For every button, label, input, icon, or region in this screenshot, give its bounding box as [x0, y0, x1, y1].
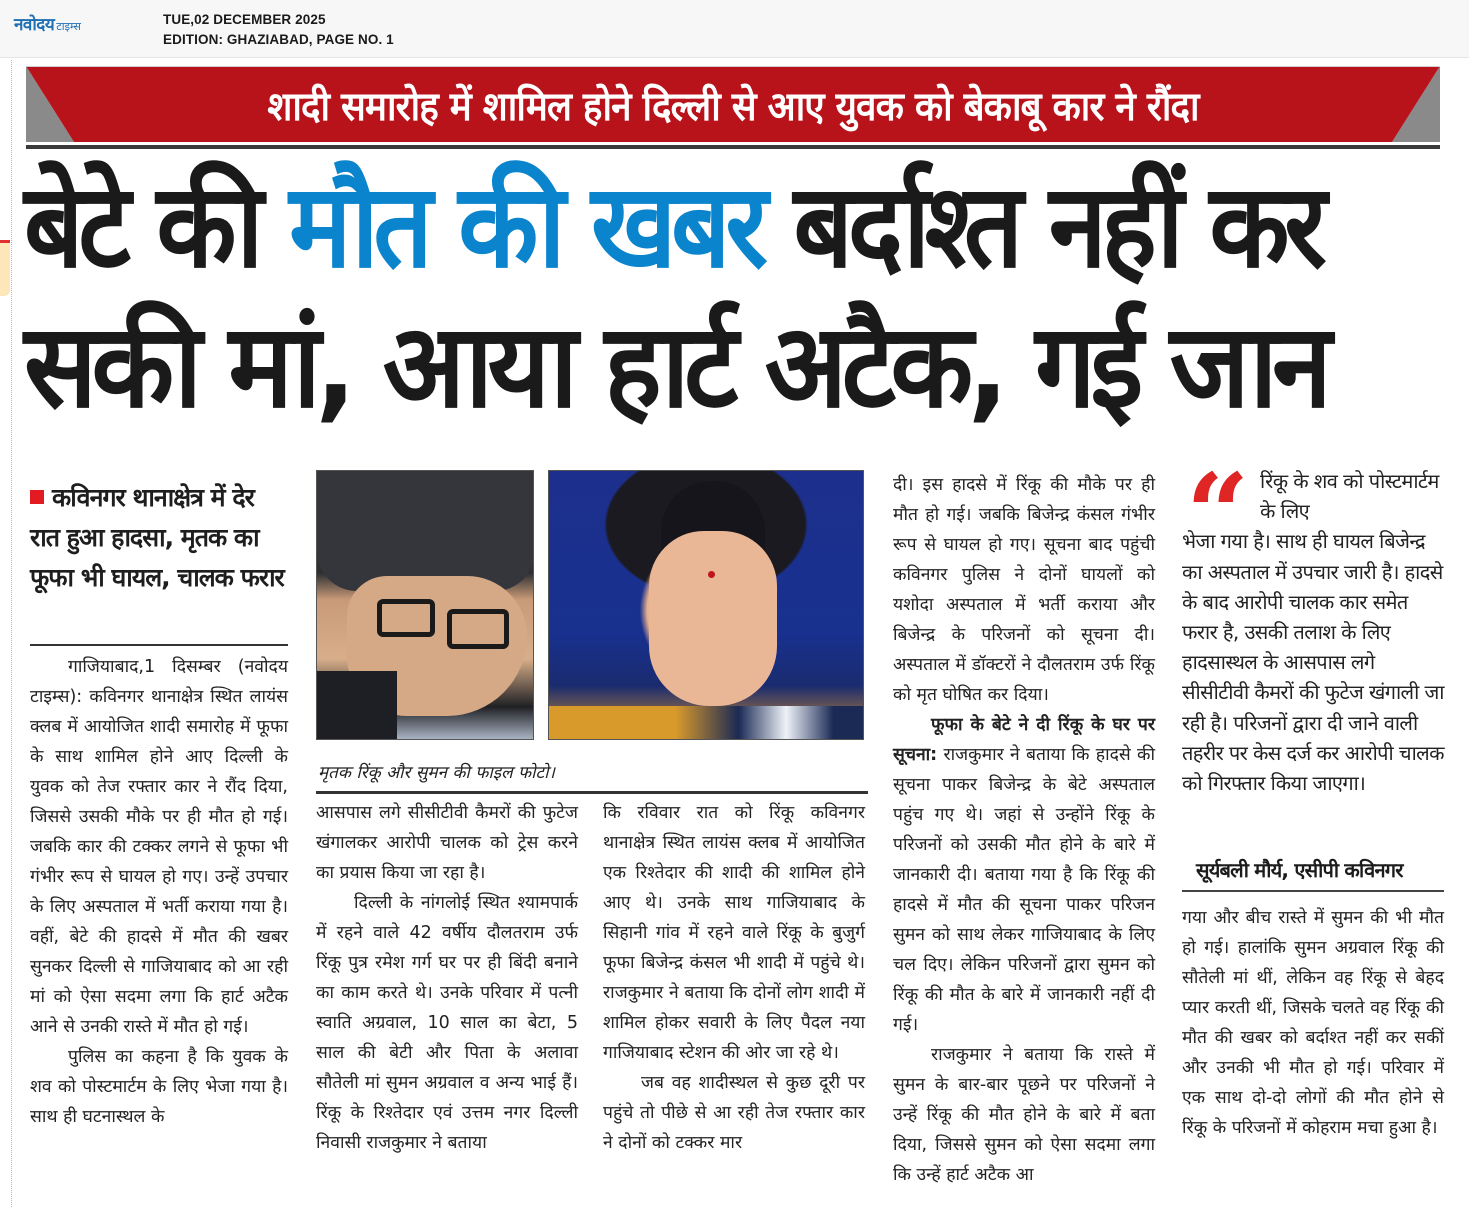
paragraph-with-subhead — [893, 710, 1155, 1040]
headline-line-1 — [24, 152, 1322, 294]
deck-rule — [30, 644, 288, 646]
photo-glasses-right — [447, 609, 509, 649]
article-column-5 — [1182, 903, 1444, 1143]
photo-rinku[interactable] — [316, 470, 534, 740]
top-bar — [0, 0, 1469, 58]
article-column-4 — [893, 470, 1155, 1190]
paragraph: दिल्ली के नांगलोई स्थित श्यामपार्क में रहने वाले 42 वर्षीय दौलतराम उर्फ रिंकू पुत्र रमेश गर्ग घर पर ही बिंदी बनाने का काम करते थे। उनके परिवार में पत्नी स्वाति अग्रवाल, 10 साल का बेटा, 5 साल की बेटी और पिता के अलावा सौतेली मां सुमन अग्रवाल व अन्य भाई हैं। रिंकू के रिश्तेदार एवं उत्तम नगर दिल्ली निवासी राजकुमार ने बताया — [316, 893, 578, 1153]
paragraph: जब वह शादीस्थल से कुछ दूरी पर पहुंचे तो पीछे से आ रही तेज रफ्तार कार ने दोनों को टक्कर मार — [603, 1073, 865, 1153]
caption-rule — [316, 791, 868, 794]
main-headline — [24, 152, 1444, 442]
newspaper-logo[interactable] — [14, 12, 81, 35]
headline-part-a: बेटे की — [24, 159, 290, 294]
article-column-2 — [316, 798, 578, 1158]
paragraph: गया और बीच रास्ते में सुमन की भी मौत हो गई। हालांकि सुमन अग्रवाल रिंकू की सौतेली मां थीं, लेकिन वह रिंकू से बेहद प्यार करती थीं, जिसके चलते वह रिंकू की मौत की खबर को बर्दाश्त नहीं कर सकीं और उनकी भी मौत हो गई। परिवार में एक साथ दो-दो लोगों की मौत होने से रिंकू के परिजनों में कोहराम मचा हुआ है। — [1182, 908, 1444, 1138]
pull-quote-first-lines: रिंकू के शव को पोस्टमार्टम के लिए — [1260, 469, 1439, 524]
kicker-text: शादी समारोह में शामिल होने दिल्ली से आए युवक को बेकाबू कार ने रौंदा — [267, 83, 1199, 130]
logo-sub-text: टाइम्स — [56, 20, 81, 33]
photo-hat-shape — [317, 471, 534, 591]
red-square-bullet-icon — [30, 490, 44, 504]
logo-main-text: नवोदय — [14, 15, 55, 35]
photo-saree-shape — [549, 706, 864, 740]
headline-highlight: मौत की खबर — [289, 159, 763, 294]
adjacent-page-tab[interactable] — [0, 240, 10, 296]
headline-part-c: बर्दाश्त नहीं कर — [762, 159, 1322, 294]
pull-quote — [1182, 449, 1444, 798]
paragraph: राजकुमार ने बताया कि रास्ते में सुमन के बार-बार पूछने पर परिजनों ने उन्हें रिंकू की मौत होने के बारे में बता दिया, जिससे सुमन को ऐसा सदमा लगा कि उन्हें हार्ट अटैक आ — [893, 1045, 1155, 1185]
edition-meta — [163, 10, 394, 50]
pull-quote-attribution: सूर्यबली मौर्य, एसीपी कविनगर — [1196, 858, 1403, 882]
paragraph-text: राजकुमार ने बताया कि हादसे की सूचना पाकर बिजेन्द्र के बेटे अस्पताल पहुंच गए थे। जहां से उन्होंने रिंकू के परिजनों को उसकी मौत होने के बारे में जानकारी दी। बताया गया है कि रिंकू की हादसे में मौत की सूचना पाकर परिजन सुमन को साथ लेकर गाजियाबाद के लिए चल दिए। लेकिन परिजनों द्वारा सुमन को रिंकू की मौत के बारे में जानकारी नहीं दी गई। — [893, 745, 1155, 1035]
paragraph: आसपास लगे सीसीटीवी कैमरों की फुटेज खंगालकर आरोपी चालक को ट्रेस करने का प्रयास किया जा रहा है। — [316, 803, 578, 883]
photo-jacket-shape — [317, 671, 397, 740]
paragraph: गाजियाबाद,1 दिसम्बर (नवोदय टाइम्स): कविनगर थानाक्षेत्र स्थित लायंस क्लब में आयोजित शादी समारोह में फूफा के साथ शामिल होने आए दिल्ली के युवक को तेज रफ्तार कार ने रौंद दिया, जिससे उसकी मौके पर ही मौत हो गई। जबकि कार की टक्कर लगने से फूफा भी गंभीर रूप से घायल हो गए। उन्हें उपचार के लिए अस्पताल में भर्ती कराया गया है। वहीं, बेटे की हादसे में मौत की खबर सुनकर दिल्ली से गाजियाबाद को आ रही मां को ऐसा सदमा लगा कि हार्ट अटैक आने से उनकी रास्ते में मौत हो गई। — [30, 657, 288, 1037]
pull-quote-rule — [1182, 890, 1444, 892]
paragraph: पुलिस का कहना है कि युवक के शव को पोस्टमार्टम के लिए भेजा गया है। साथ ही घटनास्थल के — [30, 1047, 288, 1127]
photo-glasses-left — [377, 599, 435, 637]
quote-open-icon: “ — [1186, 449, 1240, 578]
photo-bindi — [708, 571, 715, 578]
paragraph: दी। इस हादसे में रिंकू की मौके पर ही मौत हो गई। जबकि बिजेन्द्र कंसल गंभीर रूप से घायल हो गए। सूचना बाद पहुंची कविनगर पुलिस ने दोनों घायलों को यशोदा अस्पताल में भर्ती कराया और बिजेन्द्र के परिजनों को सूचना दी। अस्पताल में डॉक्टरों ने दौलतराम उर्फ रिंकू को मृत घोषित कर दिया। — [893, 475, 1155, 705]
sub-deck — [30, 478, 288, 598]
page-edge-divider — [11, 60, 12, 1207]
photo-caption: मृतक रिंकू और सुमन की फाइल फोटो। — [318, 763, 555, 783]
paragraph: कि रविवार रात को रिंकू कविनगर थानाक्षेत्र स्थित लायंस क्लब में आयोजित एक रिश्तेदार की शादी की शामिल होने आए थे। उनके साथ गाजियाबाद के सिहानी गांव में रहने वाले रिंकू के बुजुर्ग फूफा बिजेन्द्र कंसल भी शादी में पहुंचे थे। राजकुमार ने बताया कि दोनों लोग शादी में शामिल होकर सवारी के लिए पैदल नया गाजियाबाद स्टेशन की ओर जा रहे थे। — [603, 803, 865, 1063]
pull-quote-body: भेजा गया है। साथ ही घायल बिजेन्द्र का अस्पताल में उपचार जारी है। हादसे के बाद आरोपी चालक कार समेत फरार है, उसकी तलाश के लिए हादसास्थल के आसपास लगे सीसीटीवी कैमरों की फुटेज खंगाली जा रही है। परिजनों द्वारा दी जाने वाली तहरीर पर केस दर्ज कर आरोपी चालक को गिरफ्तार किया जाएगा। — [1182, 529, 1444, 796]
edition-info: EDITION: GHAZIABAD, PAGE NO. 1 — [163, 32, 394, 47]
article-column-1 — [30, 652, 288, 1132]
article-column-3 — [603, 798, 865, 1158]
kicker-banner — [26, 66, 1440, 142]
photo-suman[interactable] — [548, 470, 864, 740]
photo-face-shape — [649, 531, 777, 706]
issue-date: TUE,02 DECEMBER 2025 — [163, 12, 326, 27]
kicker-rule — [26, 145, 1440, 149]
subhead: फूफा के बेटे ने दी रिंकू के घर पर सूचना: — [893, 715, 1155, 765]
deck-text: कविनगर थानाक्षेत्र में देर रात हुआ हादसा, मृतक का फूफा भी घायल, चालक फरार — [30, 483, 284, 592]
deck-text-wrap — [30, 478, 288, 598]
headline-line-2: सकी मां, आया हार्ट अटैक, गई जान — [24, 299, 1327, 434]
